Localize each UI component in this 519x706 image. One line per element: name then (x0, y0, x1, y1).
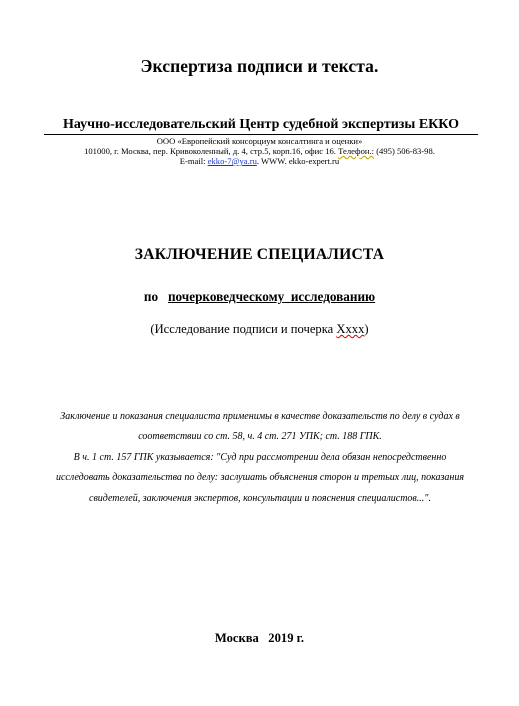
subject-word-handwriting: почерковедческому (167, 289, 285, 304)
legal-paragraph: Заключение и показания специалиста применимы в качестве доказательств по делу в судах в соответствии со ст. 58, ч. 4 ст. 271 УПК; ст. 188 ГПК. (60, 411, 460, 443)
website-text: . WWW. ekko-expert.ru (256, 156, 340, 166)
organization-contacts-line (0, 156, 519, 166)
note-close: ) (364, 322, 369, 336)
note-text: (Исследование подписи и почерка (150, 322, 337, 336)
phone-number: (495) 506-83-98. (374, 146, 435, 156)
legal-paragraph: В ч. 1 ст. 157 ГПК указывается: "Суд при рассмотрении дела обязан непосредственно исследовать доказательства по делу: заслушать объяснения сторон и третьих лиц, показания свидетелей, заключения экспертов, консультации и пояснения специалистов...". (55, 451, 465, 504)
organization-subtitle: ООО «Европейский консорциум консалтинга и оценки» (156, 136, 363, 146)
subject-word-research: исследованию (290, 289, 376, 304)
subject-gap (284, 289, 291, 304)
email-label: E-mail: (179, 156, 208, 166)
organization-address: 101000, г. Москва, пер. Кривоколенный, д. 4, стр.5, корп.16, офис 16. (84, 146, 339, 156)
organization-divider (44, 134, 478, 135)
note-person-name: Хххх (336, 322, 365, 336)
organization-name: Научно-исследовательский Центр судебной экспертизы ЕККО (63, 117, 459, 132)
organization-address-line (0, 146, 519, 156)
legal-statement (46, 407, 474, 509)
page-heading: Экспертиза подписи и текста. (140, 56, 379, 76)
phone-label: Телефон.: (338, 146, 375, 156)
document-note (0, 322, 519, 337)
email-link[interactable]: ekko-7@ya.ru (207, 156, 257, 166)
document-subject (0, 289, 519, 305)
place-and-year: Москва 2019 г. (214, 631, 305, 645)
subject-prefix: по (143, 289, 168, 304)
document-title: ЗАКЛЮЧЕНИЕ СПЕЦИАЛИСТА (134, 246, 385, 263)
